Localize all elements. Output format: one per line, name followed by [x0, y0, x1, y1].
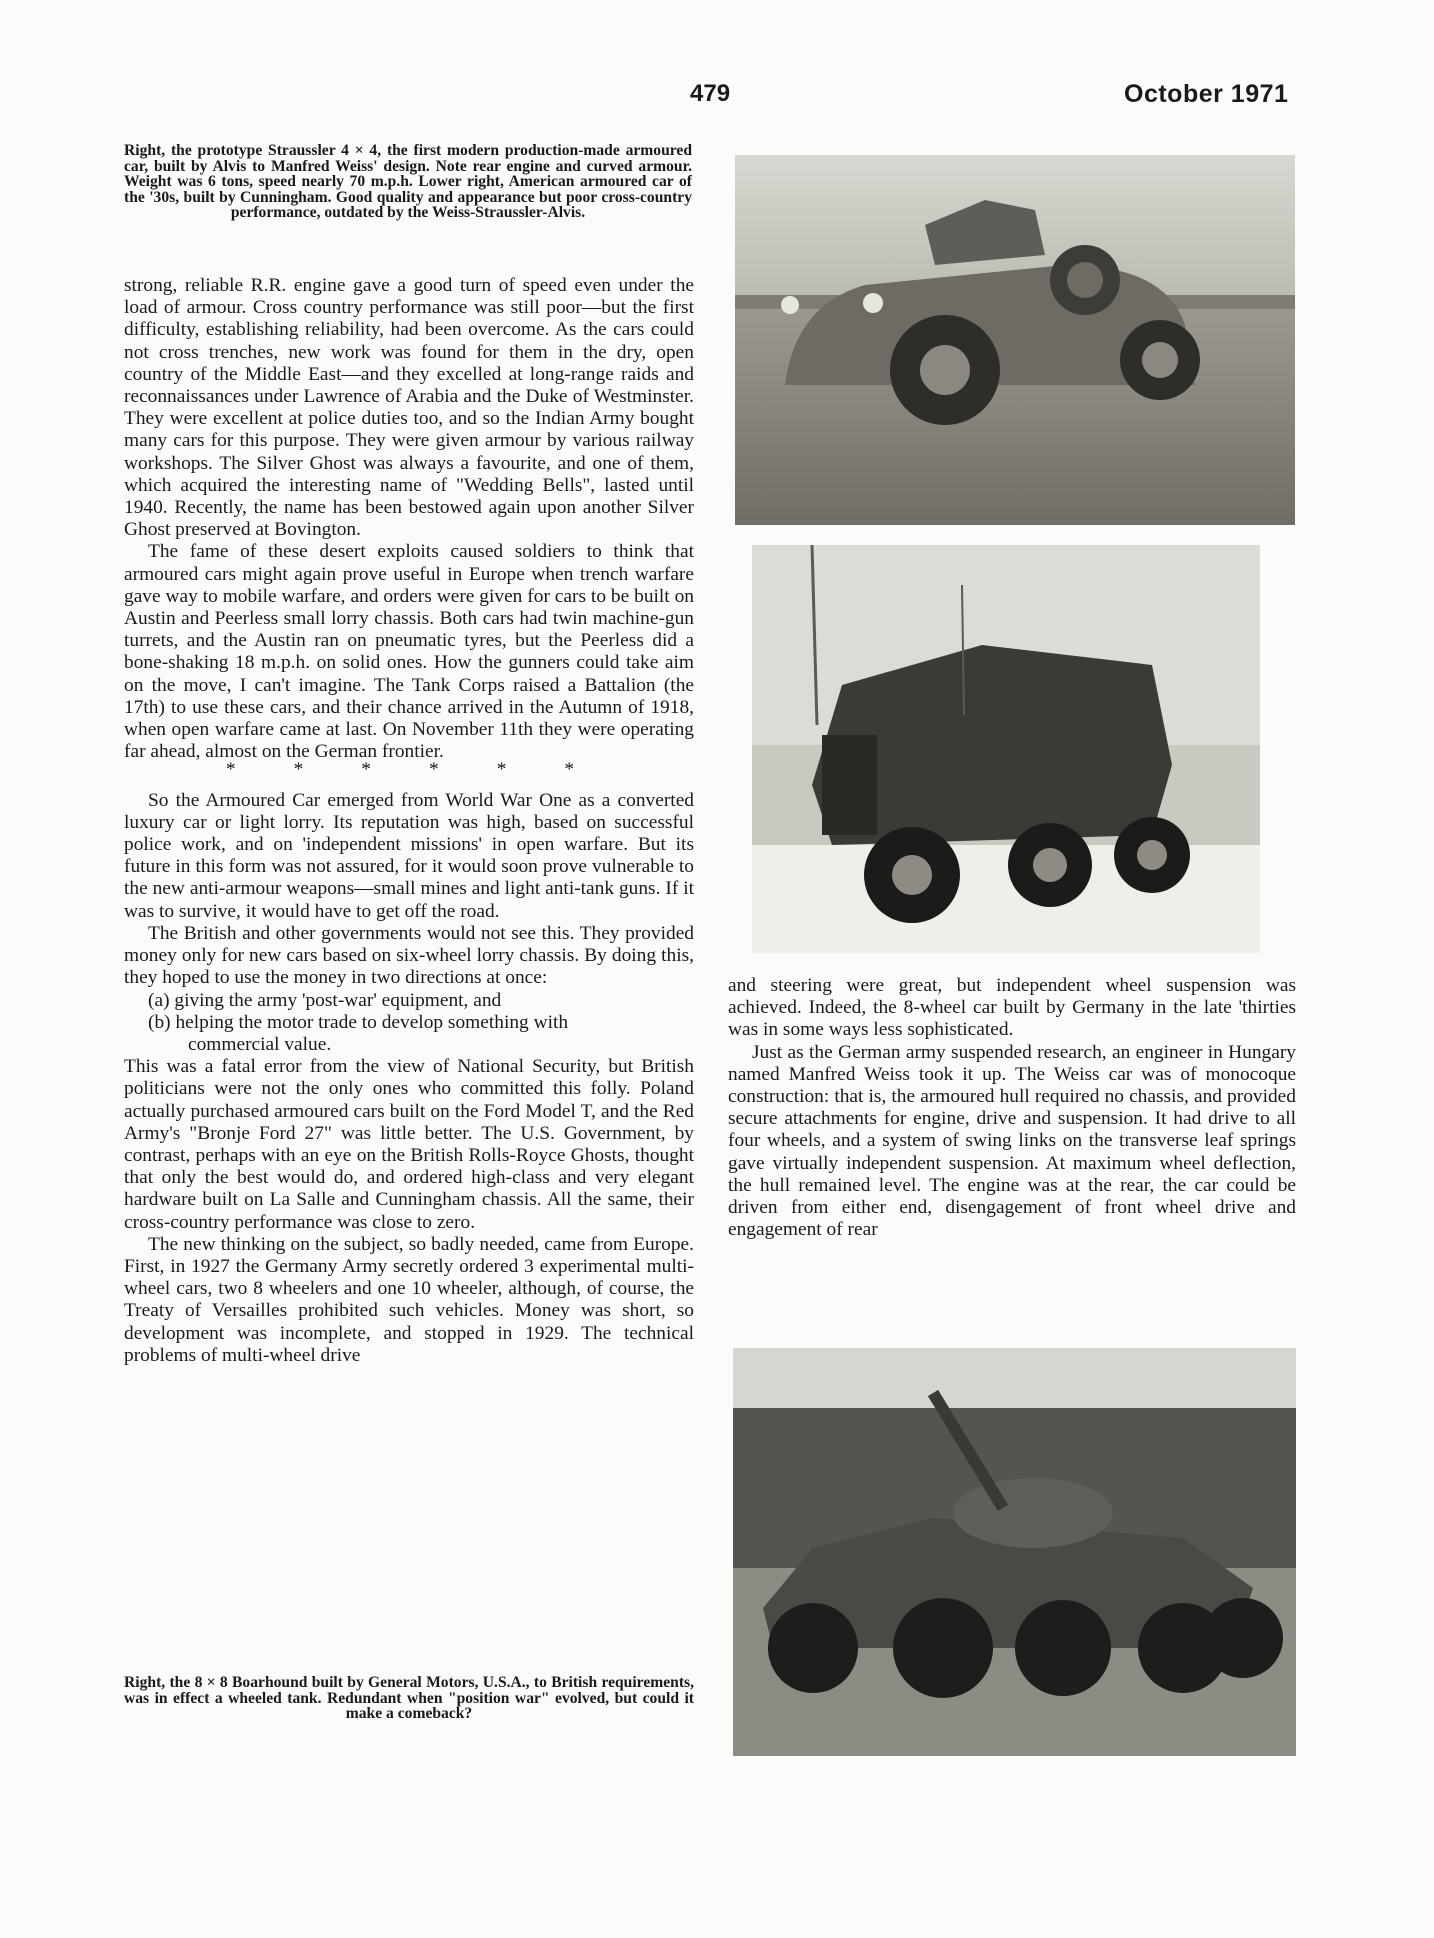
page-number: 479: [690, 80, 731, 107]
issue-date: October 1971: [1124, 80, 1289, 108]
paragraph: So the Armoured Car emerged from World War One as a converted luxury car or light lorry. Its reputation was high, based on successful police work, and on 'independent missions' in open warfare. But its future in this form was not assured, for it would soon prove vulnerable to the new anti-armour weapons—small mines and light anti-tank guns. If it was to survive, it would have to get off the road.: [124, 789, 694, 922]
caption-text: Right, the prototype Straussler 4 × 4, the first modern production-made armoured car, built by Alvis to Manfred Weiss' design. Note rear engine and curved armour. Weight was 6 tons, speed nearly 70 m.p.h. Lower right, American armoured car of the '30s, built by Cunningham. Good quality and appearance but poor cross-country performance, outdated by the Weiss-Straussler-Alvis.: [124, 142, 692, 222]
section-separator: ******: [225, 759, 633, 781]
caption-text: Right, the 8 × 8 Boarhound built by General Motors, U.S.A., to British requirements, was in effect a wheeled tank. Redundant when "position war" evolved, but could it make a comeback?: [124, 1674, 694, 1723]
list-item-b: (b) helping the motor trade to develop something with: [148, 1011, 569, 1033]
paragraph: This was a fatal error from the view of National Security, but British politicians were not the only ones who committed this folly. Poland actually purchased armoured cars built on the Ford Model T, and the Red Army's "Bronje Ford 27" was little better. The U.S. Government, by contrast, perhaps with an eye on the British Rolls-Royce Ghosts, thought that only the best would do, and ordered high-class and very elegant hardware built on La Salle and Cunningham chassis. All the same, their cross-country performance was close to zero.: [124, 1056, 694, 1233]
bottom-photo-caption: [124, 1675, 694, 1722]
list-item-a: (a) giving the army 'post-war' equipment, and: [148, 989, 502, 1011]
cunningham-armoured-car-photo: [752, 545, 1260, 953]
list-item-b-continuation: commercial value.: [188, 1033, 332, 1055]
paragraph: and steering were great, but independent wheel suspension was achieved. Indeed, the 8-wheel car built by Germany in the late 'thirties was in some ways less sophisticated.: [728, 975, 1296, 1041]
paragraph: The fame of these desert exploits caused soldiers to think that armoured cars might again prove useful in Europe when trench warfare gave way to mobile warfare, and orders were given for cars to be built on Austin and Peerless small lorry chassis. Both cars had twin machine-gun turrets, and the Austin ran on pneumatic tyres, but the Peerless did a bone-shaking 18 m.p.h. on solid ones. How the gunners could take aim on the move, I can't imagine. The Tank Corps raised a Battalion (the 17th) to use these cars, and their chance arrived in the Autumn of 1918, when open warfare came at last. On November 11th they were operating far ahead, almost on the German frontier.: [124, 541, 694, 763]
top-photo-caption: [124, 143, 692, 221]
paragraph: Just as the German army suspended research, an engineer in Hungary named Manfred Weiss took it up. The Weiss car was of monocoque construction: that is, the armoured hull required no chassis, and provided secure attachments for engine, drive and suspension. It had drive to all four wheels, and a system of swing links on the transverse leaf springs gave virtually independent suspension. At maximum wheel deflection, the hull remained level. The engine was at the rear, the car could be driven from either end, disengagement of front wheel drive and engagement of rear: [728, 1041, 1296, 1241]
paragraph: The new thinking on the subject, so badly needed, came from Europe. First, in 1927 the Germany Army secretly ordered 3 experimental multi-wheel cars, two 8 wheelers and one 10 wheeler, although, of course, the Treaty of Versailles prohibited such vehicles. Money was short, so development was incomplete, and stopped in 1929. The technical problems of multi-wheel drive: [124, 1233, 694, 1366]
right-text-column: [728, 975, 1296, 1241]
boarhound-armoured-car-photo: [733, 1348, 1296, 1756]
paragraph: strong, reliable R.R. engine gave a good turn of speed even under the load of armour. Cross country performance was still poor—but the first difficulty, establishing reliability, had been overcome. As the cars could not cross trenches, new work was found for them in the dry, open country of the Middle East—and they excelled at long-range raids and reconnaissances under Lawrence of Arabia and the Duke of Westminster. They were excellent at police duties too, and so the Indian Army bought many cars for this purpose. They were given armour by various railway workshops. The Silver Ghost was always a favourite, and one of them, which acquired the interesting name of "Wedding Bells", lasted until 1940. Recently, the name has been bestowed again upon another Silver Ghost preserved at Bovington.: [124, 275, 694, 541]
left-text-column: [124, 275, 694, 1367]
straussler-armoured-car-photo: [735, 155, 1295, 525]
paragraph: The British and other governments would not see this. They provided money only for new cars based on six-wheel lorry chassis. By doing this, they hoped to use the money in two directions at once:: [124, 922, 694, 989]
